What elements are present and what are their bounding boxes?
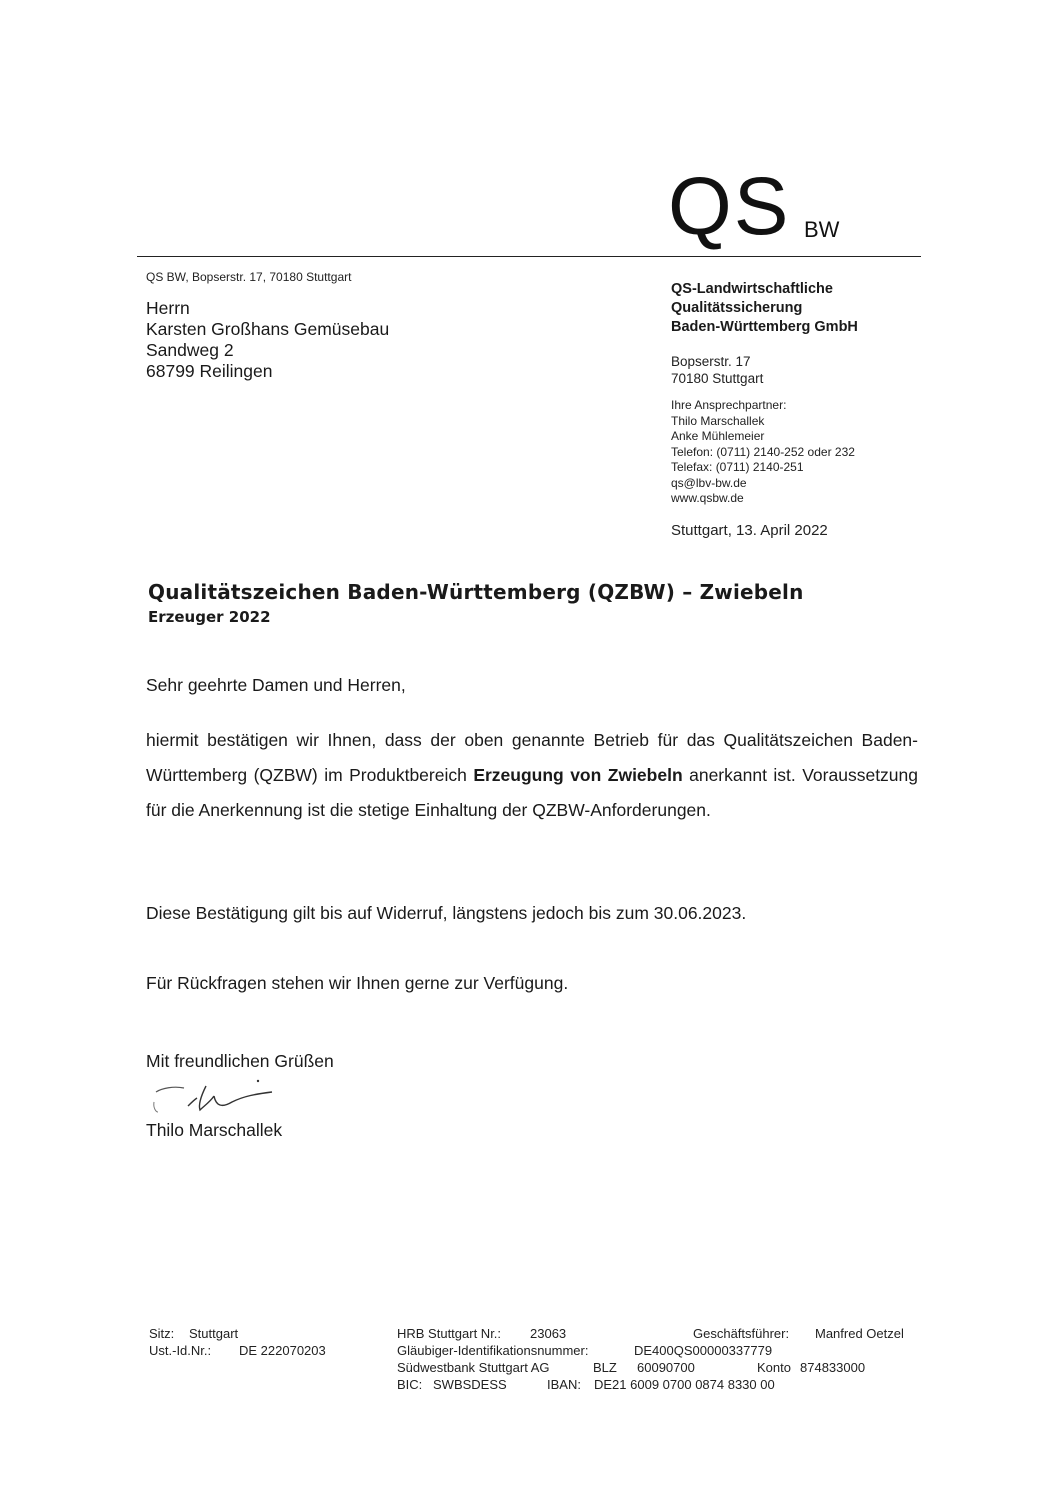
validity-sentence: Diese Bestätigung gilt bis auf Widerruf, längstens jedoch bis zum 30.06.2023. [146, 903, 747, 923]
footer-glaeubiger-label: Gläubiger-Identifikationsnummer: [397, 1343, 589, 1358]
subject-subtitle: Erzeuger 2022 [148, 608, 271, 626]
contact-fax: Telefax: (0711) 2140-251 [671, 460, 804, 474]
footer-blz-value: 60090700 [637, 1360, 695, 1375]
signer-name: Thilo Marschallek [146, 1120, 283, 1140]
footer-konto-label: Konto [757, 1360, 791, 1375]
closing-phrase: Mit freundlichen Grüßen [146, 1051, 334, 1071]
body-text-1: hiermit bestätigen wir Ihnen, dass der oben genannte Betrieb für das Qualitätszeichen Baden-Württemberg (QZBW) im Produktbereich [146, 730, 918, 785]
footer-hrb-label: HRB Stuttgart Nr.: [397, 1326, 502, 1341]
footer-hrb-value: 23063 [530, 1326, 567, 1341]
body-text-bold: Erzeugung von Zwiebeln [473, 765, 683, 785]
contact-block [671, 398, 855, 507]
footer-gf-value: Manfred Oetzel [815, 1326, 904, 1341]
signature-image [148, 1076, 288, 1122]
footer-iban-value: DE21 6009 0700 0874 8330 00 [594, 1377, 775, 1392]
recipient-name: Karsten Großhans Gemüsebau [146, 319, 390, 339]
footer-gf-label: Geschäftsführer: [693, 1326, 790, 1341]
footer-blz-label: BLZ [593, 1360, 617, 1375]
subject-heading: Qualitätszeichen Baden-Württemberg (QZBW) – Zwiebeln [148, 580, 804, 604]
footer-konto-value: 874833000 [800, 1360, 866, 1375]
footer-ust-value: DE 222070203 [239, 1343, 326, 1358]
letter-salutation: Sehr geehrte Damen und Herren, [146, 675, 406, 695]
company-street: Bopserstr. 17 [671, 354, 751, 369]
recipient-city: 68799 Reilingen [146, 361, 273, 381]
company-address [671, 353, 763, 387]
contact-phone: Telefon: (0711) 2140-252 oder 232 [671, 444, 855, 459]
footer-glaeubiger-value: DE400QS00000337779 [634, 1343, 773, 1358]
letter-date: Stuttgart, 13. April 2022 [671, 522, 828, 539]
company-line-2: Qualitätssicherung [671, 300, 803, 316]
contact-web[interactable]: www.qsbw.de [671, 491, 744, 505]
body-paragraph [146, 723, 918, 828]
contact-email[interactable]: qs@lbv-bw.de [671, 475, 747, 490]
contact-person-2: Anke Mühlemeier [671, 429, 765, 443]
contact-person-1: Thilo Marschallek [671, 413, 765, 428]
header-divider [137, 256, 921, 257]
logo-qs: QS [668, 161, 791, 252]
company-line-3: Baden-Württemberg GmbH [671, 319, 858, 335]
recipient-street: Sandweg 2 [146, 340, 234, 360]
contact-label: Ihre Ansprechpartner: [671, 398, 787, 412]
footer-bank: Südwestbank Stuttgart AG [397, 1360, 550, 1375]
recipient-address [146, 298, 389, 382]
sender-line: QS BW, Bopserstr. 17, 70180 Stuttgart [146, 270, 352, 284]
questions-sentence: Für Rückfragen stehen wir Ihnen gerne zur Verfügung. [146, 973, 569, 993]
company-city: 70180 Stuttgart [671, 371, 764, 386]
footer-sitz-label: Sitz: [149, 1326, 175, 1341]
company-name [671, 280, 858, 337]
footer-bic-label: BIC: [397, 1377, 423, 1392]
company-line-1: QS-Landwirtschaftliche [671, 281, 833, 297]
footer-bic-value: SWBSDESS [433, 1377, 507, 1392]
body-text-2: anerkannt ist. Voraussetzung für die Anerkennung ist die stetige Einhaltung der QZBW-Anforderungen. [146, 765, 919, 820]
logo-bw: BW [804, 217, 840, 242]
footer-iban-label: IBAN: [547, 1377, 581, 1392]
recipient-salutation: Herrn [146, 298, 190, 318]
footer-ust-label: Ust.-Id.Nr.: [149, 1343, 212, 1358]
footer-sitz-value: Stuttgart [189, 1326, 239, 1341]
